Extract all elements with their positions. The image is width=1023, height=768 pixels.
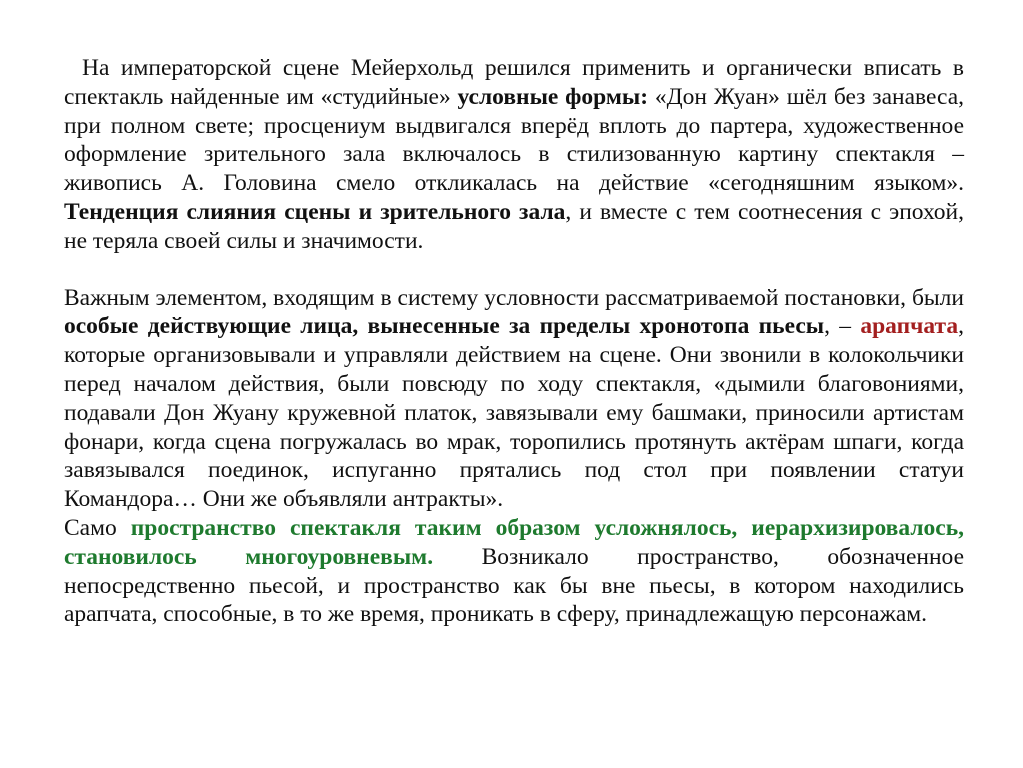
- p1-bold-tendency: Тенденция слияния сцены и зрительного зала: [64, 198, 566, 225]
- p2-text-2: , –: [824, 313, 861, 340]
- p3-text-1: Само: [64, 514, 131, 541]
- p2-bold-special-characters: особые действующие лица, вынесенные за пределы хронотопа пьесы: [64, 313, 825, 340]
- paragraph-2: [64, 284, 964, 514]
- paragraph-1: [64, 54, 964, 256]
- p1-text-2: «Дон Жуан» шёл без занавеса, при полном свете; просцениум выдвигался вперёд вплоть до партера, художественное оформление зрительного зала включалось в стилизованную картину спектакля – живопись А. Головина смело откликалась на действие «сегодняшним языком».: [64, 83, 964, 197]
- paragraph-gap: [64, 256, 964, 284]
- p2-text-1: Важным элементом, входящим в систему условности рассматриваемой постановки, были: [64, 284, 964, 311]
- p2-red-arapchata: арапчата: [860, 313, 959, 340]
- p3-text-2: Возникало пространство, обозначенное непосредственно пьесой, и пространство как бы вне пьесы, в котором находились арапчата, способные, в то же время, проникать в сферу, принадлежащую персонажам.: [64, 543, 965, 628]
- p1-bold-conventional-forms: условные формы:: [457, 83, 649, 110]
- p1-text-1: На императорской сцене Мейерхольд решился применить и органически вписать в спектакль найденные им «студийные»: [64, 55, 964, 110]
- p3-green-space: пространство спектакля таким образом усложнялось, иерархизировалось, становилось многоуровневым.: [64, 514, 964, 570]
- p2-text-3: , которые организовывали и управляли действием на сцене. Они звонили в колокольчики перед началом действия, были повсюду по ходу спектакля, «дымили благовониями, подавали Дон Жуану кружевной платок, завязывали ему башмаки, приносили артистам фонари, когда сцена погружалась во мрак, торопились протянуть актёрам шпаги, когда завязывался поединок, испуганно прятались под стол при появлении статуи Командора… Они же объявляли антракты».: [64, 313, 965, 513]
- paragraph-3: [64, 514, 964, 629]
- slide-text-body: [64, 54, 964, 629]
- p1-text-3: , и вместе с тем соотнесения с эпохой, не теряла своей силы и значимости.: [64, 198, 964, 254]
